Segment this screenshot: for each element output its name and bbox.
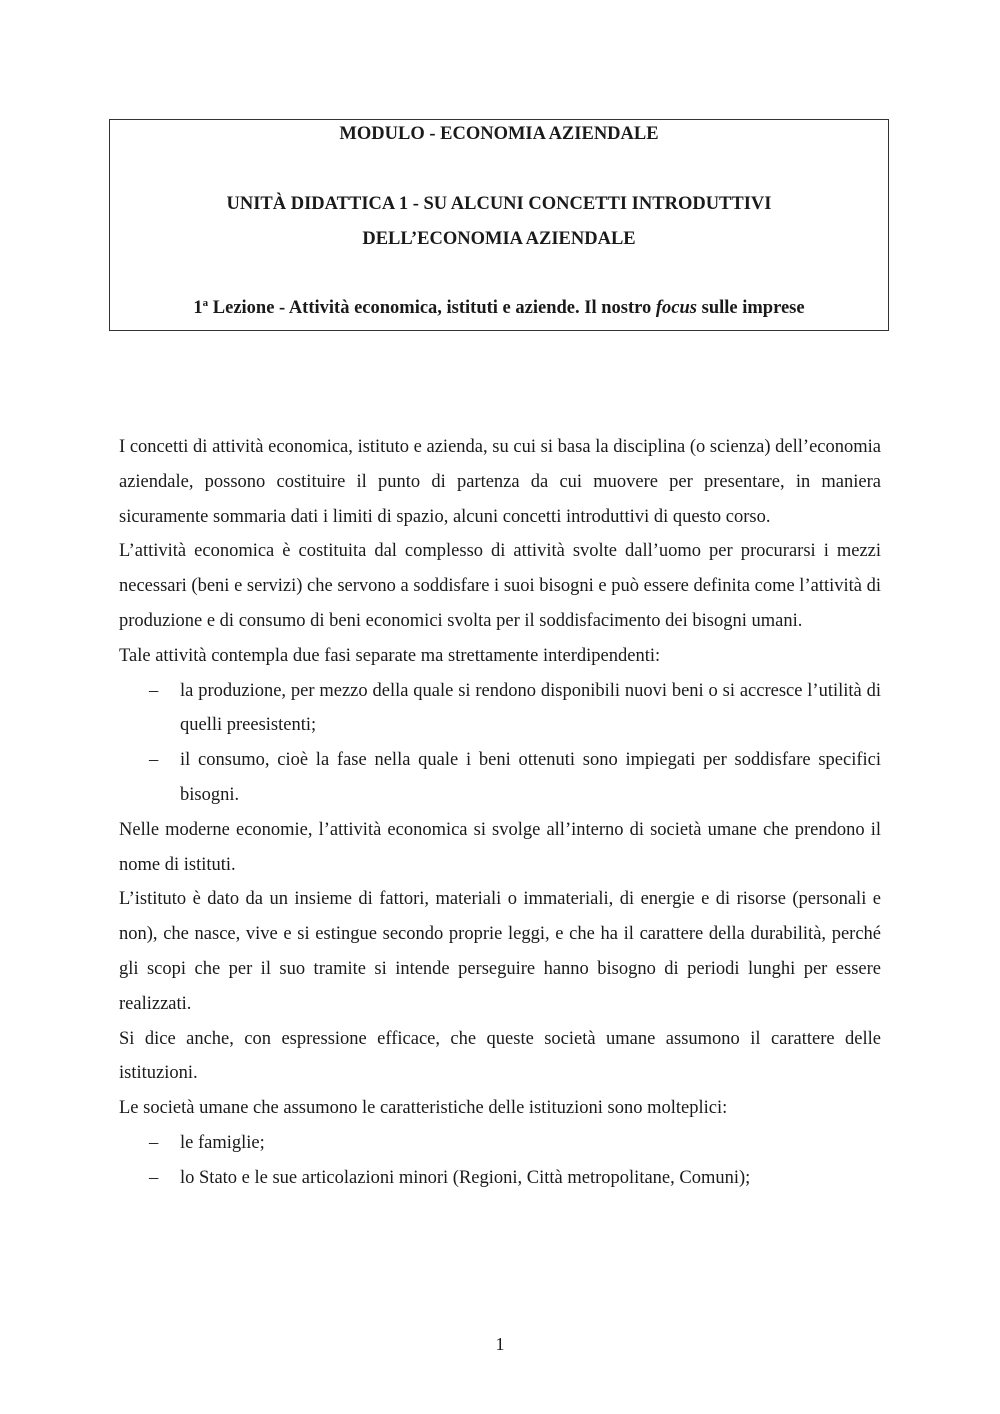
body-text — [119, 430, 881, 1196]
module-title: MODULO - ECONOMIA AZIENDALE — [339, 124, 659, 144]
lesson-text-after: sulle imprese — [697, 298, 805, 318]
lesson-superscript: a — [202, 296, 209, 309]
page-number: 1 — [495, 1334, 505, 1354]
bullet-dash: – — [149, 680, 159, 701]
unit-title-line-2: DELL’ECONOMIA AZIENDALE — [362, 229, 636, 249]
lesson-number: 1 — [193, 298, 203, 318]
paragraph-istituto-definition: L’istituto è dato da un insieme di fattori, materiali o immateriali, di energie e di risorse (personali e non), che nasce, vive e si estingue secondo proprie leggi, e che ha il carattere della durabilità, perché gli scopi che per il suo tramite si intende perseguire hanno bisogno di periodi lunghi per essere realizzati. — [119, 889, 881, 1014]
list-item-text: la produzione, per mezzo della quale si rendono disponibili nuovi beni o si accresce l’utilità di quelli preesistenti; — [180, 680, 881, 736]
lesson-italic-word: focus — [655, 298, 697, 318]
list-item — [119, 1161, 881, 1196]
paragraph-economic-activity: L’attività economica è costituita dal complesso di attività svolte dall’uomo per procurarsi i mezzi necessari (beni e servizi) che servono a soddisfare i suoi bisogni e può essere definita come l’attività di produzione e di consumo di beni economici svolta per il soddisfacimento dei bisogni umani. — [119, 541, 881, 631]
list-item — [119, 743, 881, 813]
list-item-text: lo Stato e le sue articolazioni minori (Regioni, Città metropolitane, Comuni); — [180, 1167, 751, 1188]
bullet-dash: – — [149, 1167, 159, 1188]
paragraph-societies-intro: Le società umane che assumono le caratteristiche delle istituzioni sono molteplici: — [119, 1098, 728, 1119]
institutions-list — [119, 1126, 881, 1196]
title-box — [109, 119, 889, 331]
paragraph-intro: I concetti di attività economica, istituto e azienda, su cui si basa la disciplina (o scienza) dell’economia aziendale, possono costituire il punto di partenza da cui muovere per presentare, in maniera sicuramente sommaria dati i limiti di spazio, alcuni concetti introduttivi di questo corso. — [119, 437, 881, 527]
bullet-dash: – — [149, 750, 159, 771]
paragraph-phases-intro: Tale attività contempla due fasi separate ma strettamente interdipendenti: — [119, 645, 661, 666]
lesson-title — [110, 291, 888, 325]
bullet-dash: – — [149, 1132, 159, 1153]
paragraph-istituti: Nelle moderne economie, l’attività economica si svolge all’interno di società umane che prendono il nome di istituti. — [119, 819, 881, 875]
list-item — [119, 674, 881, 744]
paragraph-istituzioni: Si dice anche, con espressione efficace, che queste società umane assumono il carattere delle istituzioni. — [119, 1028, 881, 1084]
list-item-text: le famiglie; — [180, 1132, 265, 1153]
list-item — [119, 1126, 881, 1161]
list-item-text: il consumo, cioè la fase nella quale i beni ottenuti sono impiegati per soddisfare specifici bisogni. — [180, 750, 881, 805]
unit-title-line-1: UNITÀ DIDATTICA 1 - SU ALCUNI CONCETTI INTRODUTTIVI — [226, 194, 772, 214]
phases-list — [119, 674, 881, 813]
lesson-text-before: Lezione - Attività economica, istituti e aziende. Il nostro — [208, 298, 656, 318]
